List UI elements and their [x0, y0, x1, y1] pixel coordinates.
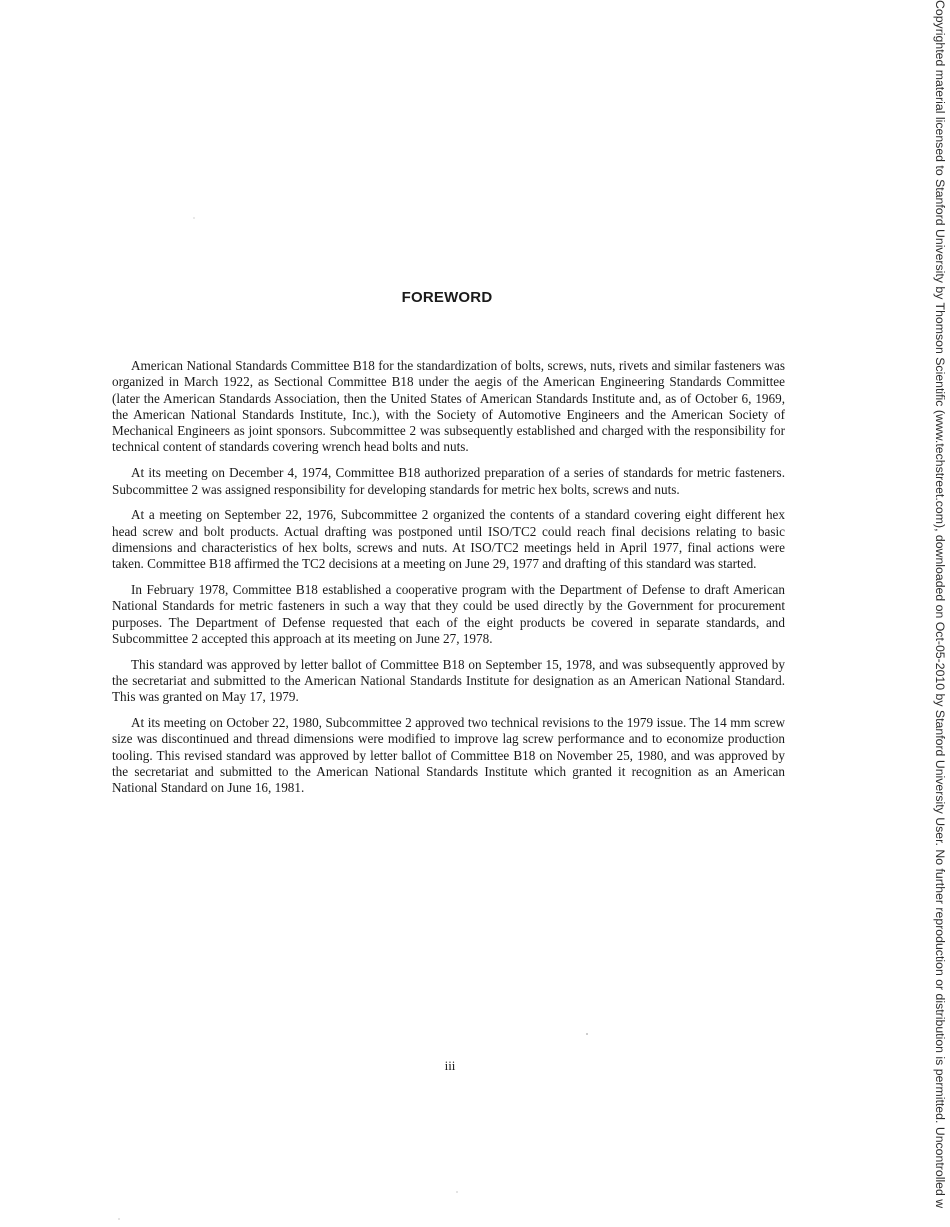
paragraph-revision-1981: At its meeting on October 22, 1980, Subcommittee 2 approved two technical revisions to the 1979 issue. The 14 mm screw size was discontinued and thread dimensions were modified to improve lag screw performance and to economize production tooling. This revised standard was approved by letter ballot of Committee B18 on November 25, 1980, and was approved by the secretariat and submitted to the American National Standards Institute which granted it recognition as an American National Standard on June 16, 1981. [112, 715, 785, 796]
scan-speck [586, 1033, 588, 1035]
scan-speck [118, 1218, 120, 1220]
foreword-body [112, 358, 785, 806]
scan-speck [456, 1191, 458, 1193]
scan-speck [193, 217, 195, 219]
page-number: iii [444, 1058, 456, 1073]
paragraph-defense-program: In February 1978, Committee B18 established a cooperative program with the Department of Defense to draft American National Standards for metric fasteners in such a way that they could be used directly by the Government for procurement purposes. The Department of Defense requested that each of the eight products be covered in separate standards, and Subcommittee 2 accepted this approach at its meeting on June 27, 1978. [112, 582, 785, 646]
page-title: FOREWORD [401, 289, 493, 306]
copyright-notice: Copyrighted material licensed to Stanford University by Thomson Scientific (www.techstreet.com), downloaded on Oct-05-2010 by Stanford University User. No further reproduction or distribution is permitted. Uncontrolled w [933, 0, 947, 1209]
paragraph-iso-tc2: At a meeting on September 22, 1976, Subcommittee 2 organized the contents of a standard covering eight different hex head screw and bolt products. Actual drafting was postponed until ISO/TC2 could reach final decisions relating to basic dimensions and characteristics of hex bolts, screws and nuts. At ISO/TC2 meetings held in April 1977, final actions were taken. Committee B18 affirmed the TC2 decisions at a meeting on June 29, 1977 and drafting of this standard was started. [112, 507, 785, 572]
paragraph-committee-history: American National Standards Committee B18 for the standardization of bolts, screws, nuts, rivets and similar fasteners was organized in March 1922, as Sectional Committee B18 under the aegis of the American Engineering Standards Committee (later the American Standards Association, then the United States of American Standards Institute and, as of October 6, 1969, the American National Standards Institute, Inc.), with the Society of Automotive Engineers and the American Society of Mechanical Engineers as joint sponsors. Subcommittee 2 was subsequently established and charged with the responsibility for technical content of standards covering wrench head bolts and nuts. [112, 358, 785, 455]
paragraph-approval-1979: This standard was approved by letter ballot of Committee B18 on September 15, 1978, and was subsequently approved by the secretariat and submitted to the American National Standards Institute for designation as an American National Standard. This was granted on May 17, 1979. [112, 656, 785, 705]
paragraph-metric-series: At its meeting on December 4, 1974, Committee B18 authorized preparation of a series of standards for metric fasteners. Subcommittee 2 was assigned responsibility for developing standards for metric hex bolts, screws and nuts. [112, 465, 785, 497]
